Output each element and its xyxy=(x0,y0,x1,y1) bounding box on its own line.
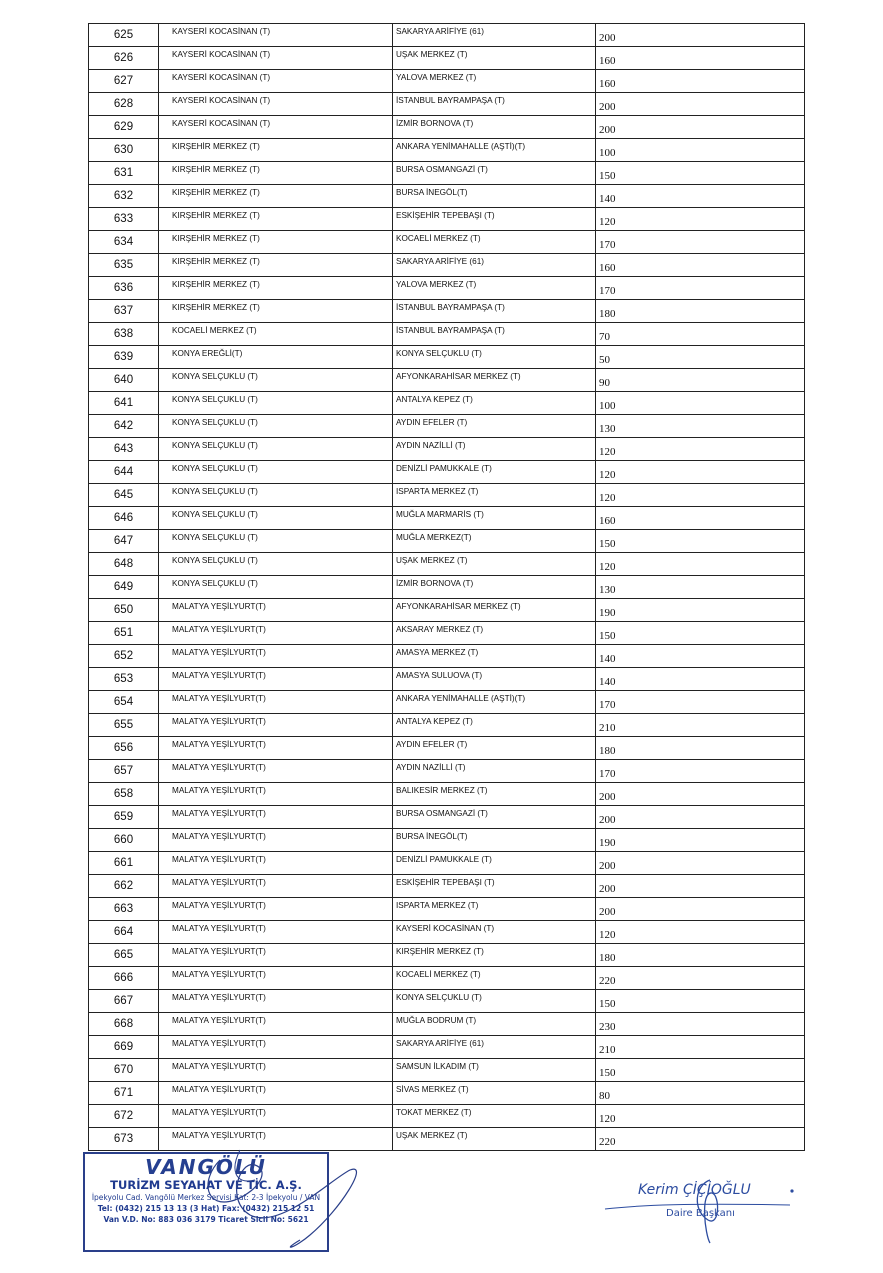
destination-cell: BURSA İNEGÖL(T) xyxy=(393,829,596,852)
destination-cell: BURSA İNEGÖL(T) xyxy=(393,185,596,208)
table-row xyxy=(89,231,805,254)
origin-cell: MALATYA YEŞİLYURT(T) xyxy=(159,668,393,691)
table-row xyxy=(89,553,805,576)
fare-cell: 170 xyxy=(596,760,805,783)
fare-cell: 120 xyxy=(596,208,805,231)
table-row xyxy=(89,116,805,139)
table-row xyxy=(89,783,805,806)
row-number-cell: 647 xyxy=(89,530,159,553)
origin-cell: KONYA SELÇUKLU (T) xyxy=(159,507,393,530)
origin-cell: MALATYA YEŞİLYURT(T) xyxy=(159,1013,393,1036)
origin-cell: KIRŞEHİR MERKEZ (T) xyxy=(159,185,393,208)
destination-cell: SAKARYA ARİFİYE (61) xyxy=(393,254,596,277)
fare-cell: 140 xyxy=(596,668,805,691)
origin-cell: KAYSERİ KOCASİNAN (T) xyxy=(159,116,393,139)
fare-cell: 200 xyxy=(596,24,805,47)
destination-cell: AYDIN NAZİLLİ (T) xyxy=(393,438,596,461)
destination-cell: DENİZLİ PAMUKKALE (T) xyxy=(393,461,596,484)
destination-cell: BURSA OSMANGAZİ (T) xyxy=(393,162,596,185)
fare-cell: 200 xyxy=(596,898,805,921)
origin-cell: KONYA SELÇUKLU (T) xyxy=(159,530,393,553)
row-number-cell: 649 xyxy=(89,576,159,599)
destination-cell: İZMİR BORNOVA (T) xyxy=(393,576,596,599)
fare-cell: 150 xyxy=(596,990,805,1013)
destination-cell: AKSARAY MERKEZ (T) xyxy=(393,622,596,645)
origin-cell: MALATYA YEŞİLYURT(T) xyxy=(159,599,393,622)
destination-cell: KOCAELİ MERKEZ (T) xyxy=(393,967,596,990)
row-number-cell: 626 xyxy=(89,47,159,70)
destination-cell: ISPARTA MERKEZ (T) xyxy=(393,484,596,507)
row-number-cell: 658 xyxy=(89,783,159,806)
table-row xyxy=(89,369,805,392)
row-number-cell: 639 xyxy=(89,346,159,369)
row-number-cell: 660 xyxy=(89,829,159,852)
table-row xyxy=(89,1013,805,1036)
fare-cell: 150 xyxy=(596,162,805,185)
row-number-cell: 646 xyxy=(89,507,159,530)
destination-cell: MUĞLA BODRUM (T) xyxy=(393,1013,596,1036)
row-number-cell: 664 xyxy=(89,921,159,944)
route-fare-table xyxy=(88,23,805,1151)
table-row xyxy=(89,415,805,438)
fare-cell: 200 xyxy=(596,806,805,829)
fare-cell: 220 xyxy=(596,1128,805,1151)
origin-cell: KONYA SELÇUKLU (T) xyxy=(159,438,393,461)
fare-cell: 150 xyxy=(596,1059,805,1082)
destination-cell: YALOVA MERKEZ (T) xyxy=(393,70,596,93)
table-row xyxy=(89,1105,805,1128)
table-row xyxy=(89,93,805,116)
origin-cell: MALATYA YEŞİLYURT(T) xyxy=(159,1036,393,1059)
fare-cell: 160 xyxy=(596,47,805,70)
row-number-cell: 625 xyxy=(89,24,159,47)
signature-title: Daire Başkanı xyxy=(666,1208,735,1219)
row-number-cell: 657 xyxy=(89,760,159,783)
destination-cell: AFYONKARAHİSAR MERKEZ (T) xyxy=(393,369,596,392)
fare-cell: 190 xyxy=(596,829,805,852)
fare-cell: 150 xyxy=(596,622,805,645)
fare-cell: 160 xyxy=(596,507,805,530)
origin-cell: KONYA SELÇUKLU (T) xyxy=(159,415,393,438)
fare-cell: 210 xyxy=(596,1036,805,1059)
fare-cell: 180 xyxy=(596,737,805,760)
table-row xyxy=(89,162,805,185)
destination-cell: ANTALYA KEPEZ (T) xyxy=(393,714,596,737)
origin-cell: KONYA SELÇUKLU (T) xyxy=(159,553,393,576)
origin-cell: MALATYA YEŞİLYURT(T) xyxy=(159,1082,393,1105)
row-number-cell: 634 xyxy=(89,231,159,254)
fare-cell: 220 xyxy=(596,967,805,990)
row-number-cell: 633 xyxy=(89,208,159,231)
table-row xyxy=(89,852,805,875)
origin-cell: KAYSERİ KOCASİNAN (T) xyxy=(159,70,393,93)
destination-cell: DENİZLİ PAMUKKALE (T) xyxy=(393,852,596,875)
table-row xyxy=(89,24,805,47)
origin-cell: KOCAELİ MERKEZ (T) xyxy=(159,323,393,346)
table-row xyxy=(89,645,805,668)
origin-cell: KONYA SELÇUKLU (T) xyxy=(159,392,393,415)
table-row xyxy=(89,691,805,714)
origin-cell: MALATYA YEŞİLYURT(T) xyxy=(159,760,393,783)
table-row xyxy=(89,438,805,461)
table-row xyxy=(89,139,805,162)
row-number-cell: 642 xyxy=(89,415,159,438)
destination-cell: AYDIN EFELER (T) xyxy=(393,415,596,438)
fare-cell: 130 xyxy=(596,576,805,599)
row-number-cell: 661 xyxy=(89,852,159,875)
destination-cell: AMASYA SULUOVA (T) xyxy=(393,668,596,691)
destination-cell: İZMİR BORNOVA (T) xyxy=(393,116,596,139)
origin-cell: MALATYA YEŞİLYURT(T) xyxy=(159,737,393,760)
origin-cell: MALATYA YEŞİLYURT(T) xyxy=(159,1128,393,1151)
fare-cell: 100 xyxy=(596,392,805,415)
table-row xyxy=(89,1036,805,1059)
signature-scribble xyxy=(600,1165,800,1245)
fare-cell: 180 xyxy=(596,300,805,323)
table-row xyxy=(89,277,805,300)
destination-cell: ESKİŞEHİR TEPEBAŞI (T) xyxy=(393,875,596,898)
fare-cell: 200 xyxy=(596,783,805,806)
table-row xyxy=(89,1059,805,1082)
table-row xyxy=(89,507,805,530)
stamp-address: İpekyolu Cad. Vangölü Merkez Servisi Kat: 2-3 İpekyolu / VAN xyxy=(91,1193,321,1202)
destination-cell: KIRŞEHİR MERKEZ (T) xyxy=(393,944,596,967)
row-number-cell: 665 xyxy=(89,944,159,967)
row-number-cell: 666 xyxy=(89,967,159,990)
destination-cell: YALOVA MERKEZ (T) xyxy=(393,277,596,300)
origin-cell: KIRŞEHİR MERKEZ (T) xyxy=(159,139,393,162)
origin-cell: KIRŞEHİR MERKEZ (T) xyxy=(159,254,393,277)
destination-cell: SAKARYA ARİFİYE (61) xyxy=(393,24,596,47)
row-number-cell: 631 xyxy=(89,162,159,185)
fare-cell: 120 xyxy=(596,1105,805,1128)
origin-cell: KAYSERİ KOCASİNAN (T) xyxy=(159,93,393,116)
origin-cell: MALATYA YEŞİLYURT(T) xyxy=(159,1059,393,1082)
fare-cell: 120 xyxy=(596,921,805,944)
destination-cell: UŞAK MERKEZ (T) xyxy=(393,47,596,70)
table-row xyxy=(89,530,805,553)
row-number-cell: 662 xyxy=(89,875,159,898)
destination-cell: KOCAELİ MERKEZ (T) xyxy=(393,231,596,254)
table-row xyxy=(89,208,805,231)
stamp-signature-scribble xyxy=(180,1140,400,1260)
fare-cell: 200 xyxy=(596,93,805,116)
table-row xyxy=(89,737,805,760)
table-row xyxy=(89,898,805,921)
table-row xyxy=(89,760,805,783)
row-number-cell: 669 xyxy=(89,1036,159,1059)
origin-cell: MALATYA YEŞİLYURT(T) xyxy=(159,691,393,714)
origin-cell: KIRŞEHİR MERKEZ (T) xyxy=(159,300,393,323)
origin-cell: KONYA SELÇUKLU (T) xyxy=(159,369,393,392)
destination-cell: KONYA SELÇUKLU (T) xyxy=(393,346,596,369)
origin-cell: MALATYA YEŞİLYURT(T) xyxy=(159,714,393,737)
destination-cell: AMASYA MERKEZ (T) xyxy=(393,645,596,668)
table-row xyxy=(89,47,805,70)
table-row xyxy=(89,990,805,1013)
origin-cell: KIRŞEHİR MERKEZ (T) xyxy=(159,231,393,254)
row-number-cell: 653 xyxy=(89,668,159,691)
table-row xyxy=(89,300,805,323)
table-row xyxy=(89,323,805,346)
table-row xyxy=(89,484,805,507)
fare-cell: 170 xyxy=(596,277,805,300)
table-row xyxy=(89,829,805,852)
origin-cell: MALATYA YEŞİLYURT(T) xyxy=(159,944,393,967)
origin-cell: MALATYA YEŞİLYURT(T) xyxy=(159,898,393,921)
origin-cell: MALATYA YEŞİLYURT(T) xyxy=(159,967,393,990)
destination-cell: MUĞLA MARMARİS (T) xyxy=(393,507,596,530)
row-number-cell: 637 xyxy=(89,300,159,323)
row-number-cell: 636 xyxy=(89,277,159,300)
row-number-cell: 655 xyxy=(89,714,159,737)
origin-cell: MALATYA YEŞİLYURT(T) xyxy=(159,645,393,668)
destination-cell: TOKAT MERKEZ (T) xyxy=(393,1105,596,1128)
destination-cell: ANKARA YENİMAHALLE (AŞTİ)(T) xyxy=(393,139,596,162)
table-row xyxy=(89,967,805,990)
row-number-cell: 630 xyxy=(89,139,159,162)
destination-cell: UŞAK MERKEZ (T) xyxy=(393,553,596,576)
origin-cell: KAYSERİ KOCASİNAN (T) xyxy=(159,47,393,70)
stamp-phone: Tel: (0432) 215 13 13 (3 Hat) Fax: (0432) 215 12 51 xyxy=(97,1204,315,1213)
route-table-body xyxy=(89,24,805,1151)
fare-cell: 190 xyxy=(596,599,805,622)
signature-name: Kerim ÇİÇİOĞLU xyxy=(638,1182,751,1198)
row-number-cell: 668 xyxy=(89,1013,159,1036)
row-number-cell: 650 xyxy=(89,599,159,622)
table-row xyxy=(89,576,805,599)
origin-cell: MALATYA YEŞİLYURT(T) xyxy=(159,829,393,852)
fare-cell: 170 xyxy=(596,231,805,254)
row-number-cell: 628 xyxy=(89,93,159,116)
table-row xyxy=(89,461,805,484)
destination-cell: MUĞLA MERKEZ(T) xyxy=(393,530,596,553)
row-number-cell: 670 xyxy=(89,1059,159,1082)
destination-cell: AYDIN NAZİLLİ (T) xyxy=(393,760,596,783)
table-row xyxy=(89,346,805,369)
destination-cell: SAMSUN İLKADIM (T) xyxy=(393,1059,596,1082)
destination-cell: AFYONKARAHİSAR MERKEZ (T) xyxy=(393,599,596,622)
destination-cell: SİVAS MERKEZ (T) xyxy=(393,1082,596,1105)
table-row xyxy=(89,714,805,737)
table-row xyxy=(89,1082,805,1105)
row-number-cell: 671 xyxy=(89,1082,159,1105)
destination-cell: İSTANBUL BAYRAMPAŞA (T) xyxy=(393,323,596,346)
origin-cell: MALATYA YEŞİLYURT(T) xyxy=(159,921,393,944)
row-number-cell: 635 xyxy=(89,254,159,277)
official-signature-block xyxy=(600,1165,800,1245)
row-number-cell: 667 xyxy=(89,990,159,1013)
stamp-tax-info: Van V.D. No: 883 036 3179 Ticaret Sicil No: 5621 xyxy=(103,1215,309,1224)
row-number-cell: 652 xyxy=(89,645,159,668)
fare-cell: 70 xyxy=(596,323,805,346)
fare-cell: 200 xyxy=(596,875,805,898)
fare-cell: 200 xyxy=(596,852,805,875)
fare-cell: 120 xyxy=(596,553,805,576)
destination-cell: ESKİŞEHİR TEPEBAŞI (T) xyxy=(393,208,596,231)
origin-cell: MALATYA YEŞİLYURT(T) xyxy=(159,875,393,898)
destination-cell: İSTANBUL BAYRAMPAŞA (T) xyxy=(393,93,596,116)
destination-cell: İSTANBUL BAYRAMPAŞA (T) xyxy=(393,300,596,323)
row-number-cell: 659 xyxy=(89,806,159,829)
destination-cell: ISPARTA MERKEZ (T) xyxy=(393,898,596,921)
fare-cell: 120 xyxy=(596,438,805,461)
origin-cell: KAYSERİ KOCASİNAN (T) xyxy=(159,24,393,47)
fare-cell: 130 xyxy=(596,415,805,438)
fare-cell: 100 xyxy=(596,139,805,162)
origin-cell: MALATYA YEŞİLYURT(T) xyxy=(159,622,393,645)
row-number-cell: 641 xyxy=(89,392,159,415)
table-row xyxy=(89,875,805,898)
origin-cell: KONYA SELÇUKLU (T) xyxy=(159,484,393,507)
origin-cell: KONYA EREĞLİ(T) xyxy=(159,346,393,369)
row-number-cell: 638 xyxy=(89,323,159,346)
row-number-cell: 654 xyxy=(89,691,159,714)
origin-cell: KIRŞEHİR MERKEZ (T) xyxy=(159,162,393,185)
destination-cell: SAKARYA ARİFİYE (61) xyxy=(393,1036,596,1059)
fare-cell: 200 xyxy=(596,116,805,139)
origin-cell: KIRŞEHİR MERKEZ (T) xyxy=(159,277,393,300)
row-number-cell: 627 xyxy=(89,70,159,93)
table-row xyxy=(89,944,805,967)
row-number-cell: 663 xyxy=(89,898,159,921)
origin-cell: KONYA SELÇUKLU (T) xyxy=(159,461,393,484)
stamp-company-name: VANGÖLÜ xyxy=(145,1155,267,1179)
row-number-cell: 672 xyxy=(89,1105,159,1128)
origin-cell: MALATYA YEŞİLYURT(T) xyxy=(159,852,393,875)
destination-cell: KONYA SELÇUKLU (T) xyxy=(393,990,596,1013)
fare-cell: 50 xyxy=(596,346,805,369)
fare-cell: 180 xyxy=(596,944,805,967)
table-row xyxy=(89,392,805,415)
destination-cell: BURSA OSMANGAZİ (T) xyxy=(393,806,596,829)
table-row xyxy=(89,70,805,93)
destination-cell: KAYSERİ KOCASİNAN (T) xyxy=(393,921,596,944)
row-number-cell: 643 xyxy=(89,438,159,461)
table-row xyxy=(89,622,805,645)
origin-cell: MALATYA YEŞİLYURT(T) xyxy=(159,990,393,1013)
fare-cell: 90 xyxy=(596,369,805,392)
fare-cell: 160 xyxy=(596,254,805,277)
fare-cell: 230 xyxy=(596,1013,805,1036)
table-row xyxy=(89,668,805,691)
stamp-company-subtitle: TURİZM SEYAHAT VE TİC. A.Ş. xyxy=(110,1178,302,1192)
origin-cell: KONYA SELÇUKLU (T) xyxy=(159,576,393,599)
destination-cell: AYDIN EFELER (T) xyxy=(393,737,596,760)
origin-cell: MALATYA YEŞİLYURT(T) xyxy=(159,783,393,806)
destination-cell: BALIKESİR MERKEZ (T) xyxy=(393,783,596,806)
row-number-cell: 673 xyxy=(89,1128,159,1151)
origin-cell: KIRŞEHİR MERKEZ (T) xyxy=(159,208,393,231)
destination-cell: UŞAK MERKEZ (T) xyxy=(393,1128,596,1151)
row-number-cell: 645 xyxy=(89,484,159,507)
fare-cell: 170 xyxy=(596,691,805,714)
row-number-cell: 648 xyxy=(89,553,159,576)
table-row xyxy=(89,185,805,208)
row-number-cell: 632 xyxy=(89,185,159,208)
destination-cell: ANTALYA KEPEZ (T) xyxy=(393,392,596,415)
table-row xyxy=(89,254,805,277)
row-number-cell: 629 xyxy=(89,116,159,139)
table-row xyxy=(89,806,805,829)
origin-cell: MALATYA YEŞİLYURT(T) xyxy=(159,806,393,829)
origin-cell: MALATYA YEŞİLYURT(T) xyxy=(159,1105,393,1128)
table-row xyxy=(89,599,805,622)
fare-cell: 150 xyxy=(596,530,805,553)
fare-cell: 120 xyxy=(596,461,805,484)
fare-cell: 160 xyxy=(596,70,805,93)
fare-cell: 80 xyxy=(596,1082,805,1105)
table-row xyxy=(89,921,805,944)
fare-cell: 120 xyxy=(596,484,805,507)
fare-cell: 140 xyxy=(596,645,805,668)
fare-cell: 140 xyxy=(596,185,805,208)
fare-cell: 210 xyxy=(596,714,805,737)
row-number-cell: 651 xyxy=(89,622,159,645)
row-number-cell: 640 xyxy=(89,369,159,392)
row-number-cell: 644 xyxy=(89,461,159,484)
destination-cell: ANKARA YENİMAHALLE (AŞTİ)(T) xyxy=(393,691,596,714)
row-number-cell: 656 xyxy=(89,737,159,760)
